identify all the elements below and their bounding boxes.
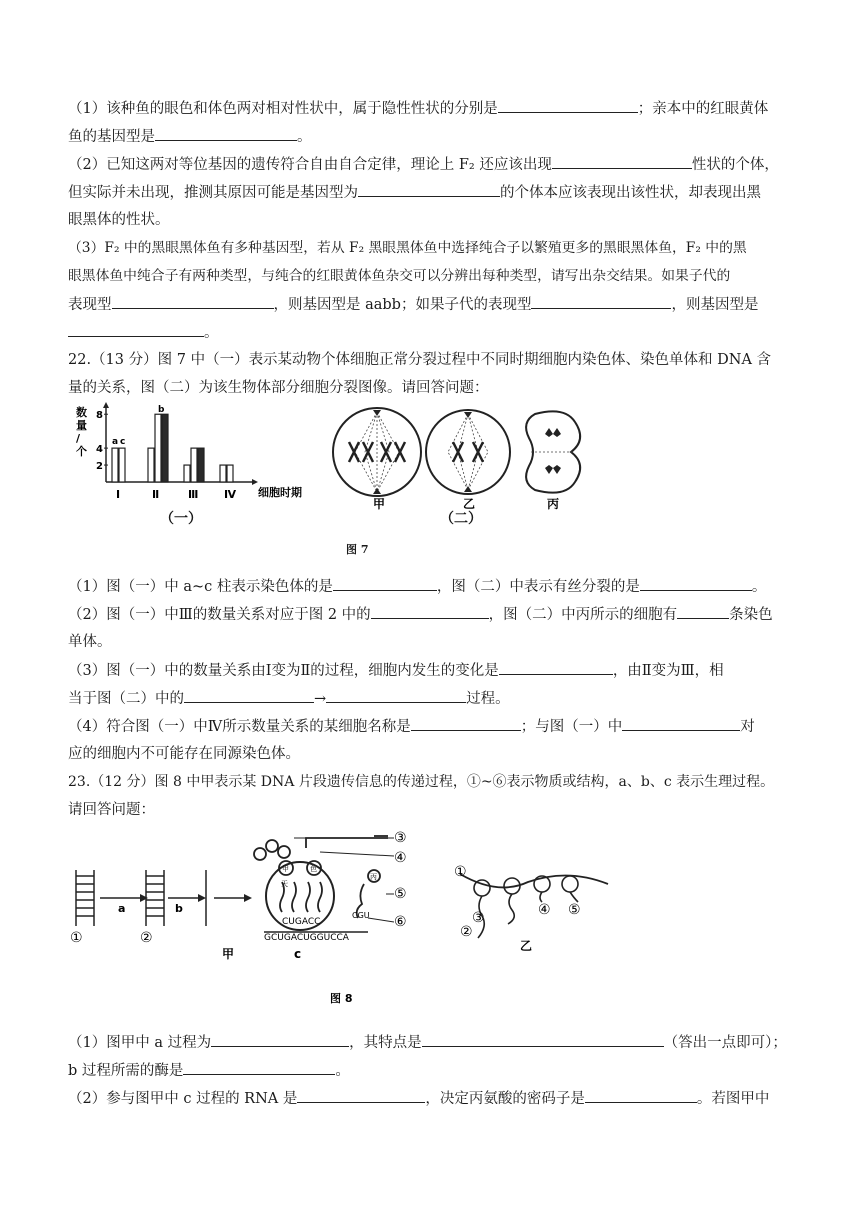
label-5: ⑤ [394,886,407,902]
y-tick-label: 8 [96,410,103,422]
y-axis-label-char: / [76,432,81,445]
answer-blank[interactable] [585,1088,697,1103]
cell-bing [526,411,580,492]
q21-text: 。 [297,129,312,145]
figure7-part1-label: （一） [160,511,202,527]
q22-text: ，由Ⅱ变为Ⅲ，相 [612,663,724,679]
label-1: ① [70,930,83,946]
bar-b-2 [198,448,204,482]
x-tick-label: Ⅳ [224,488,237,501]
q23-heading-2 [68,800,792,820]
process-c-label: c [294,947,302,961]
q22-text: 单体。 [68,634,112,650]
label-2: ② [140,930,153,946]
anticodon-text: CUGACC [282,917,321,927]
polysome-label-2: ② [460,924,473,940]
x-axis-label: 细胞时期 [258,486,302,499]
q22-sub3-cont [68,688,792,709]
figure-jia-label: 甲 [222,947,235,961]
q21-text: 的个体本应该表现出该性状，却表现出黑 [500,185,761,201]
figure7-bar-chart [70,402,340,530]
aa-label: 色 [310,865,317,873]
q21-line-6 [68,238,792,258]
cell-label-bing: 丙 [547,497,560,511]
q23-text: b 过程所需的酶是 [68,1063,184,1079]
bar-c-3 [227,465,233,482]
q22-text: 条染色 [729,607,773,623]
answer-blank[interactable] [499,660,613,675]
q21-text: 但实际并未出现，推测其原因可能是基因型为 [68,185,358,201]
cell-yi [426,410,510,494]
q21-text: （2）已知这两对等位基因的遗传符合自由自合定律，理论上 F₂ 还应该出现 [68,157,552,173]
bar-label-b: b [158,405,165,416]
aa-label: 天 [281,880,288,888]
arrow-a-label: a [118,902,126,915]
answer-blank[interactable] [326,688,466,703]
answer-blank[interactable] [411,716,521,731]
answer-blank[interactable] [677,604,729,619]
y-axis-label-char: 数 [76,406,87,419]
q23-text: （1）图甲中 a 过程为 [68,1035,212,1051]
answer-blank[interactable] [552,154,692,169]
q22-text: ；与图（一）中 [520,719,623,735]
label-4: ④ [394,850,407,866]
answer-blank[interactable] [68,322,204,337]
figure8-caption: 图 8 [330,992,353,1005]
q21-text: 眼黑体的性状。 [68,212,170,228]
q21-line-4 [68,182,792,203]
q23-text: （2）参与图甲中 c 过程的 RNA 是 [68,1091,298,1107]
q22-sub4 [68,716,792,737]
x-tick-label: Ⅰ [116,488,121,501]
cell-label-jia: 甲 [373,497,386,511]
y-axis-label-char: 量 [76,419,87,432]
aa-label: 丙 [370,873,377,881]
arrow-b-label: b [175,902,183,915]
q22-sub3 [68,660,792,681]
q22-text: 。 [751,579,767,595]
bar-a-3 [220,465,226,482]
q21-text: ，则基因型是 [671,297,759,313]
bar-label-c: c [120,437,126,448]
figure7-part2-label: （二） [440,511,482,527]
q23-sub2 [68,1088,792,1109]
q21-line-3 [68,154,792,175]
cell-label-yi: 乙 [463,497,476,511]
bar-c-0 [119,448,125,482]
q21-text: （3）F₂ 中的黑眼黑体鱼有多种基因型，若从 F₂ 黑眼黑体鱼中选择纯合子以繁殖更多的黑眼黑体鱼，F₂ 中的黑 [68,240,747,256]
q22-text: ，图（二）中丙所示的细胞有 [488,607,678,623]
bar-c-2 [191,448,197,482]
q21-line-2 [68,126,792,147]
q21-line-5 [68,210,792,230]
answer-blank[interactable] [498,98,638,113]
answer-blank[interactable] [333,576,437,591]
q21-line-7 [68,266,792,286]
q22-sub2-cont [68,632,792,652]
q22-text: （3）图（一）中的数量关系由Ⅰ变为Ⅱ的过程，细胞内发生的变化是 [68,663,499,679]
q21-text: ；亲本中的红眼黄体 [637,101,769,117]
figure8-diagram [68,826,628,1016]
q23-text: 请回答问题： [68,802,155,818]
q22-sub2 [68,604,792,625]
q22-text: 22.（13 分）图 7 中（一）表示某动物个体细胞正常分裂过程中不同时期细胞内染色体、染色单体和 DNA 含 [68,352,772,368]
q23-text: 。若图甲中 [696,1091,770,1107]
cell-jia [333,408,421,496]
answer-blank[interactable] [184,688,314,703]
bar-b-1 [162,414,168,482]
q23-text: 23.（12 分）图 8 中甲表示某 DNA 片段遗传信息的传递过程，①~⑥表示物质或结构，a、b、c 表示生理过程。 [68,774,775,790]
q22-text: ，图（二）中表示有丝分裂的是 [436,579,640,595]
answer-blank[interactable] [371,604,489,619]
q23-text: ，决定丙氨酸的密码子是 [425,1091,585,1107]
q22-heading-1 [68,350,792,370]
q21-line-8 [68,294,792,315]
q22-text: （4）符合图（一）中Ⅳ所示数量关系的某细胞名称是 [68,719,411,735]
y-axis-label-char: 个 [76,445,87,458]
q21-text: 。 [204,325,219,341]
q21-text: （1）该种鱼的眼色和体色两对相对性状中，属于隐性性状的分别是 [68,101,498,117]
q22-text: → [314,691,327,707]
x-tick-label: Ⅲ [188,488,199,501]
q21-text: 性状的个体， [691,157,779,173]
q23-text: 。 [335,1063,350,1079]
polysome-label-3: ③ [472,910,485,926]
y-axis-arrow [103,402,109,408]
q22-sub4-cont [68,744,792,764]
y-tick-label: 4 [96,444,103,456]
q21-line-1 [68,98,792,119]
answer-blank[interactable] [622,716,740,731]
q21-text: 表现型 [68,297,112,313]
figure7-caption: 图 7 [346,543,369,556]
answer-blank[interactable] [297,1088,425,1103]
q22-text: （2）图（一）中Ⅲ的数量关系对应于图 2 中的 [68,607,371,623]
q22-text: 量的关系，图（二）为该生物体部分细胞分裂图像。请回答问题： [68,380,489,396]
bar-label-a: a [112,437,119,448]
bar-a-0 [112,448,118,482]
q23-text: ，其特点是 [349,1035,422,1051]
q22-text: 当于图（二）中的 [68,691,184,707]
bar-a-2 [184,465,190,482]
q23-text: （答出一点即可）； [663,1035,787,1051]
q23-sub1 [68,1032,792,1053]
q21-text: ，则基因型是 aabb；如果子代的表现型 [273,297,532,313]
mrna-codon-text: GCUGACUGGUCCA [264,933,349,943]
ribosome-translation [222,830,407,961]
x-axis-arrow [252,479,258,485]
answer-blank[interactable] [183,1060,335,1075]
q21-line-9 [68,322,792,343]
q22-sub1 [68,576,792,597]
y-tick-label: 2 [96,461,103,473]
polysome-label-5: ⑤ [568,902,581,918]
bar-c-1 [155,414,161,482]
answer-blank[interactable] [531,294,671,309]
bar-a-1 [148,448,154,482]
answer-blank[interactable] [155,126,297,141]
label-3: ③ [394,830,407,846]
trna-anticodon-text: CGU [352,911,370,920]
answer-blank[interactable] [358,182,500,197]
answer-blank[interactable] [112,294,274,309]
polysome-label-1: ① [454,864,467,880]
q21-text: 眼黑体鱼中纯合子有两种类型，与纯合的红眼黄体鱼杂交可以分辨出每种类型，请写出杂交结果。如果子代的 [68,268,731,284]
q23-heading-1 [68,772,792,792]
aa-label: 甲 [282,865,289,873]
q22-text: 对 [740,719,755,735]
q23-sub1-cont [68,1060,792,1081]
q21-text: 鱼的基因型是 [68,129,155,145]
q22-text: 过程。 [466,691,510,707]
q22-text: （1）图（一）中 a~c 柱表示染色体的是 [68,579,333,595]
answer-blank[interactable] [640,576,752,591]
dna-replicated [146,870,164,926]
answer-blank[interactable] [422,1032,664,1047]
x-tick-label: Ⅱ [152,488,160,501]
q22-heading-2 [68,378,792,398]
polysome-diagram [454,864,608,953]
answer-blank[interactable] [211,1032,349,1047]
figure-yi-label: 乙 [520,939,533,953]
dna-double-strand [76,870,94,926]
q22-text: 应的细胞内不可能存在同源染色体。 [68,746,300,762]
polysome-label-4: ④ [538,902,551,918]
label-6: ⑥ [394,914,407,930]
